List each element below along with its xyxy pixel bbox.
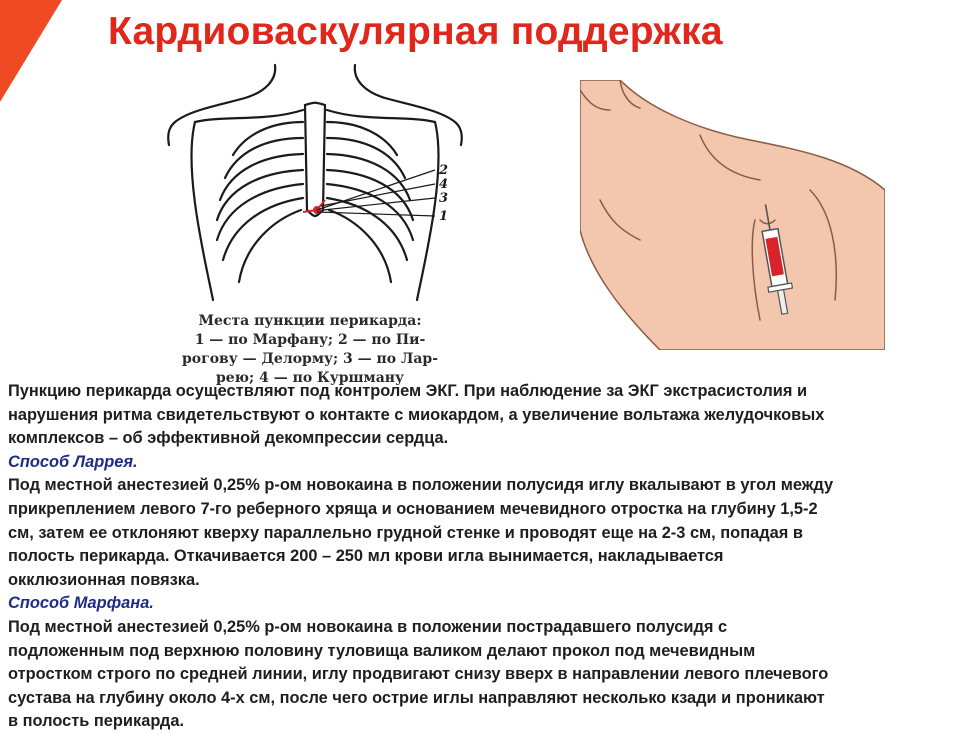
chest-figure-caption [160, 312, 460, 388]
larrey-line: Под местной анестезией 0,25% р-ом новокаина в положении полусидя иглу вкалывают в угол между [8, 476, 834, 495]
caption-line: рею; 4 — по Куршману [215, 370, 404, 386]
chest-label-3: 3 [439, 191, 449, 206]
larrey-line: окклюзионная повязка. [8, 570, 200, 589]
larrey-line: см, затем ее отклоняют кверху параллельно грудной стенке и проводят еще на 2-3 см, попадая в [8, 523, 803, 542]
marfan-line: сустава на глубину около 4-х см, после чего острие иглы направляют несколько кзади и проникают [8, 688, 825, 707]
chest-label-2: 2 [439, 163, 449, 178]
caption-line: 1 — по Марфану; 2 — по Пи- [194, 332, 426, 348]
marfan-line: Под местной анестезией 0,25% р-ом новокаина в положении пострадавшего полусидя с [8, 617, 728, 636]
caption-line: Места пункции перикарда: [198, 313, 422, 329]
intro-line: Пункцию перикарда осуществляют под контролем ЭКГ. При наблюдение за ЭКГ экстрасистолия и [8, 382, 808, 400]
procedure-text [8, 380, 968, 734]
chest-label-4: 4 [439, 177, 449, 192]
marfan-method-heading: Способ Марфана. [8, 594, 154, 613]
caption-line: рогову — Делорму; 3 — по Лар- [182, 351, 438, 367]
chest-label-1: 1 [439, 209, 449, 224]
larrey-line: полость перикарда. Откачивается 200 – 250 мл крови игла вынимается, накладывается [8, 547, 724, 566]
intro-line: комплексов – об эффективной декомпрессии сердца. [8, 429, 449, 448]
corner-accent [0, 0, 70, 110]
page-title: Кардиоваскулярная поддержка [108, 10, 723, 53]
marfan-line: отростком строго по средней линии, иглу продвигают снизу вверх в направлении левого плечевого [8, 665, 829, 684]
larrey-line: прикреплением левого 7-го реберного хряща и основанием мечевидного отростка на глубину 1,5-2 [8, 499, 818, 518]
intro-line: нарушения ритма свидетельствуют о контакте с миокардом, а увеличение вольтажа желудочковых [8, 405, 825, 424]
larrey-method-heading: Способ Ларрея. [8, 452, 138, 471]
torso-syringe-illustration [580, 80, 885, 350]
marfan-line: в полость перикарда. [8, 712, 184, 731]
chest-skeleton-illustration [165, 60, 465, 305]
marfan-line: подложенным под верхнюю половину туловища валиком делают прокол под мечевидным [8, 641, 756, 660]
